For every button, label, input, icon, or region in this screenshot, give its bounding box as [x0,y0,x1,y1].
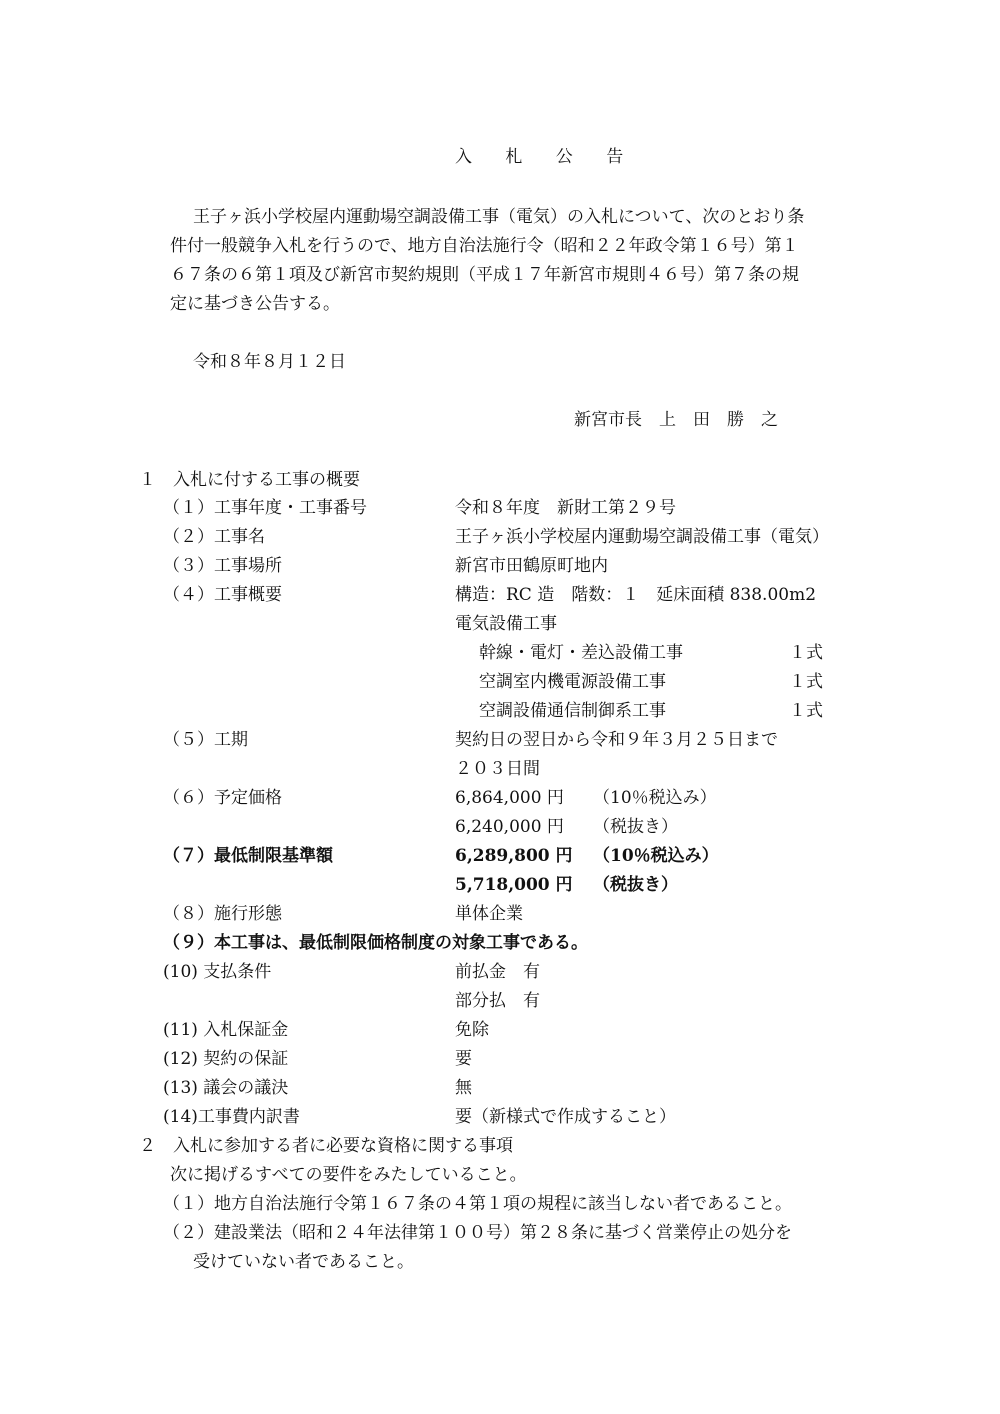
row-label-1: （１）工事年度・工事番号 [163,498,367,518]
row-label-4: （４）工事概要 [163,585,282,605]
intro-line-4: 定に基づき公告する。 [170,294,340,314]
row-label-12: (12) 契約の保証 [163,1049,289,1069]
amount-note: （10％税込み） [593,788,717,808]
section-2-lead: 次に掲げるすべての要件をみたしていること。 [170,1165,527,1185]
row-value-5: 契約日の翌日から令和９年３月２５日まで [455,730,778,750]
row-value-1: 令和８年度 新財工第２９号 [455,498,676,518]
row-value-3: 新宮市田鶴原町地内 [455,556,608,576]
row-value-2: 王子ヶ浜小学校屋内運動場空調設備工事（電気） [455,527,829,547]
amount: 5,718,000 円 [455,875,573,895]
row-label-6: （６）予定価格 [163,788,282,808]
row-value-13: 無 [455,1078,472,1098]
planned-price-net [455,817,678,837]
work-item-qty: １式 [789,643,823,663]
row-label-8: （８）施行形態 [163,904,282,924]
work-item-name: 空調設備通信制御系工事 [479,701,666,721]
row-value-10-sub: 部分払 有 [455,991,540,1011]
amount: 6,289,800 円 [455,846,573,866]
row-value-5-sub: ２０３日間 [455,759,540,779]
intro-line-3: ６７条の６第１項及び新宮市契約規則（平成１７年新宮市規則４６号）第７条の規 [170,265,799,285]
section-2-item-1: （１）地方自治法施行令第１６７条の４第１項の規程に該当しない者であること。 [163,1194,792,1214]
amount: 6,240,000 円 [455,817,564,837]
intro-line-2: 件付一般競争入札を行うので、地方自治法施行令（昭和２２年政令第１６号）第１ [170,236,799,256]
amount-note: （税抜き） [593,875,678,895]
section-2-item-2-cont: 受けていない者であること。 [193,1252,414,1272]
row-value-14: 要（新様式で作成すること） [455,1107,676,1127]
work-item-qty: １式 [789,701,823,721]
row-value-12: 要 [455,1049,472,1069]
row-value-10: 前払金 有 [455,962,540,982]
row-value-11: 免除 [455,1020,489,1040]
work-item-name: 幹線・電灯・差込設備工事 [479,643,683,663]
planned-price-taxed [455,788,717,808]
row-value-4: 構造：RC 造 階数：１ 延床面積 838.00m2 [455,585,817,605]
row-9-statement: （９）本工事は、最低制限価格制度の対象工事である。 [163,933,588,953]
amount-note: （10％税込み） [593,846,719,866]
row-label-3: （３）工事場所 [163,556,282,576]
signatory: 新宮市長 上 田 勝 之 [574,410,778,430]
row-label-13: (13) 議会の議決 [163,1078,289,1098]
work-item-name: 空調室内機電源設備工事 [479,672,666,692]
row-label-5: （５）工期 [163,730,248,750]
row-label-7: （７）最低制限基準額 [163,846,333,866]
row-value-8: 単体企業 [455,904,523,924]
row-label-11: (11) 入札保証金 [163,1020,289,1040]
minimum-price-taxed [455,846,719,866]
section-2-item-2: （２）建設業法（昭和２４年法律第１００号）第２８条に基づく営業停止の処分を [163,1223,792,1243]
intro-line-1: 王子ヶ浜小学校屋内運動場空調設備工事（電気）の入札について、次のとおり条 [193,207,805,227]
notice-date: 令和８年８月１２日 [193,352,346,372]
work-item-qty: １式 [789,672,823,692]
row-label-14: (14)工事費内訳書 [163,1107,300,1127]
amount: 6,864,000 円 [455,788,564,808]
amount-note: （税抜き） [593,817,678,837]
minimum-price-net [455,875,678,895]
row-value-4-sub: 電気設備工事 [455,614,557,634]
document-title: 入 札 公 告 [455,147,638,167]
row-label-2: （２）工事名 [163,527,265,547]
row-label-10: (10) 支払条件 [163,962,272,982]
section-2-heading: ２ 入札に参加する者に必要な資格に関する事項 [139,1136,513,1156]
section-1-heading: １ 入札に付する工事の概要 [139,470,360,490]
